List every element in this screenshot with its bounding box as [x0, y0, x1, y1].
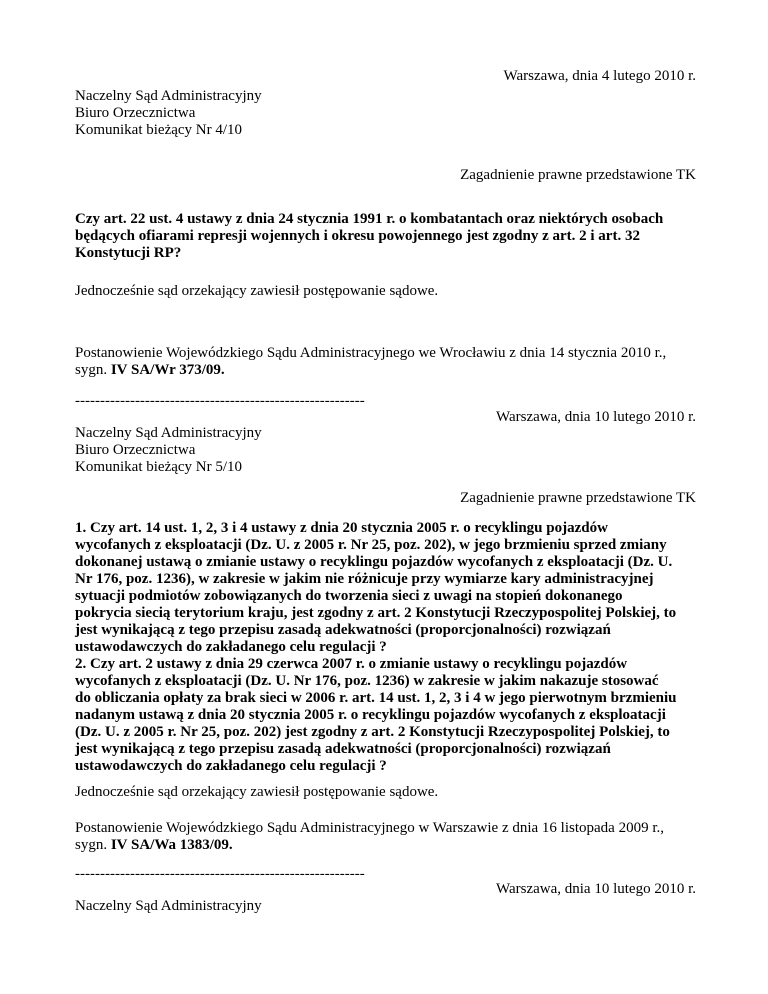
date-line: Warszawa, dnia 10 lutego 2010 r.	[496, 881, 696, 897]
ruling-signature-line	[75, 362, 695, 379]
separator: ----------------------------------------------------------	[75, 393, 365, 409]
ruling-line: Postanowienie Wojewódzkiego Sądu Administracyjnego we Wrocławiu z dnia 14 stycznia 2010 r.,	[75, 345, 667, 361]
court-name: Naczelny Sąd Administracyjny	[75, 898, 262, 914]
ruling-reference	[75, 345, 695, 379]
suspension-note: Jednocześnie sąd orzekający zawiesił postępowanie sądowe.	[75, 283, 439, 299]
ruling-signature-line	[75, 837, 695, 854]
question-line: Czy art. 22 ust. 4 ustawy z dnia 24 stycznia 1991 r. o kombatantach oraz niektórych osobach	[75, 211, 664, 227]
legal-question	[75, 211, 695, 262]
date-line: Warszawa, dnia 10 lutego 2010 r.	[496, 409, 696, 425]
question-line: Konstytucji RP?	[75, 245, 182, 261]
sygn-prefix: sygn.	[75, 362, 111, 378]
issue-type: Zagadnienie prawne przedstawione TK	[460, 490, 696, 506]
question-line: (Dz. U. z 2005 r. Nr 25, poz. 202) jest zgodny z art. 2 Konstytucji Rzeczypospolitej Polskiej, to	[75, 724, 670, 740]
question-line: jest wynikającą z tego przepisu zasadą adekwatności (proporcjonalności) rozwiązań	[75, 622, 611, 638]
suspension-note: Jednocześnie sąd orzekający zawiesił postępowanie sądowe.	[75, 784, 439, 800]
case-signature: IV SA/Wa 1383/09.	[110, 837, 233, 853]
issuer-block	[75, 425, 695, 476]
issue-type: Zagadnienie prawne przedstawione TK	[460, 167, 696, 183]
question-line: jest wynikającą z tego przepisu zasadą adekwatności (proporcjonalności) rozwiązań	[75, 741, 611, 757]
communique-number: Komunikat bieżący Nr 4/10	[75, 122, 243, 138]
communique-number: Komunikat bieżący Nr 5/10	[75, 459, 243, 475]
question-line: pokrycia siecią terytorium kraju, jest zgodny z art. 2 Konstytucji Rzeczypospolitej Polskiej, to	[75, 605, 677, 621]
issuer-block	[75, 88, 695, 139]
question-line: sytuacji podmiotów zobowiązanych do tworzenia sieci z uwagi na stopień dokonanego	[75, 588, 623, 604]
question-line: Nr 176, poz. 1236), w zakresie w jakim nie różnicuje przy wymiarze kary administracyjnej	[75, 571, 654, 587]
case-signature: IV SA/Wr 373/09.	[110, 362, 225, 378]
court-name: Naczelny Sąd Administracyjny	[75, 88, 262, 104]
question-line: 1. Czy art. 14 ust. 1, 2, 3 i 4 ustawy z dnia 20 stycznia 2005 r. o recyklingu pojazdów	[75, 520, 608, 536]
question-line: do obliczania opłaty za brak sieci w 2006 r. art. 14 ust. 1, 2, 3 i 4 w jego pierwotnym brzmieniu	[75, 690, 677, 706]
question-line: 2. Czy art. 2 ustawy z dnia 29 czerwca 2007 r. o zmianie ustawy o recyklingu pojazdów	[75, 656, 628, 672]
office-name: Biuro Orzecznictwa	[75, 105, 196, 121]
question-line: ustawodawczych do zakładanego celu regulacji ?	[75, 758, 387, 774]
question-line: ustawodawczych do zakładanego celu regulacji ?	[75, 639, 387, 655]
legal-question	[75, 520, 695, 775]
date-line: Warszawa, dnia 4 lutego 2010 r.	[503, 68, 696, 84]
office-name: Biuro Orzecznictwa	[75, 442, 196, 458]
ruling-line: Postanowienie Wojewódzkiego Sądu Administracyjnego w Warszawie z dnia 16 listopada 2009 r.,	[75, 820, 664, 836]
separator: ----------------------------------------------------------	[75, 866, 365, 882]
court-name: Naczelny Sąd Administracyjny	[75, 425, 262, 441]
question-line: dokonanej ustawą o zmianie ustawy o recyklingu pojazdów wycofanych z eksploatacji (Dz. U.	[75, 554, 673, 570]
question-line: wycofanych z eksploatacji (Dz. U. Nr 176, poz. 1236) w zakresie w jakim nakazuje stosować	[75, 673, 659, 689]
question-line: będących ofiarami represji wojennych i okresu powojennego jest zgodny z art. 2 i art. 32	[75, 228, 640, 244]
sygn-prefix: sygn.	[75, 837, 111, 853]
question-line: nadanym ustawą z dnia 20 stycznia 2005 r. o recyklingu pojazdów wycofanych z eksploatacji	[75, 707, 666, 723]
question-line: wycofanych z eksploatacji (Dz. U. z 2005 r. Nr 25, poz. 202), w jego brzmieniu sprzed zmiany	[75, 537, 667, 553]
ruling-reference	[75, 820, 695, 854]
